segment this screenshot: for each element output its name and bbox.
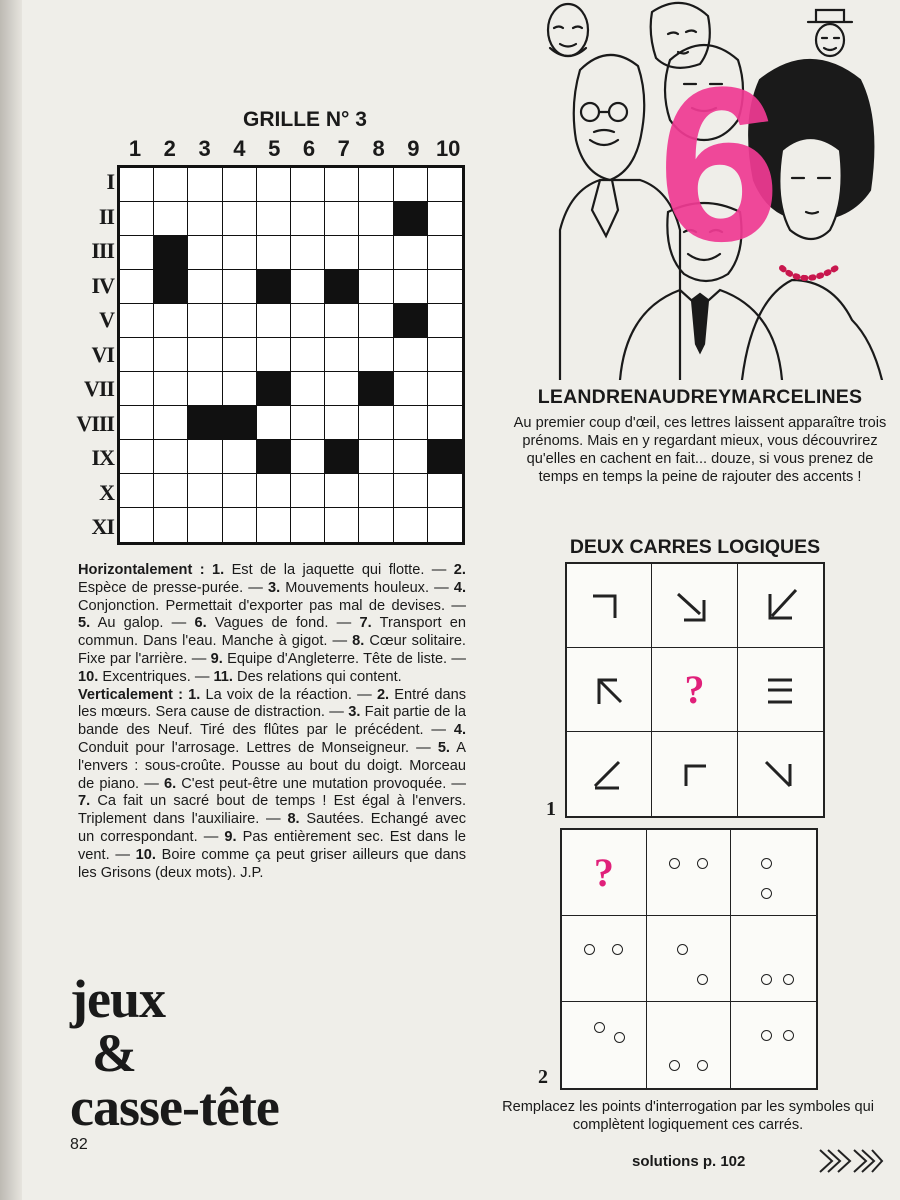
circle-dot-icon (677, 944, 688, 955)
crossword-cell[interactable] (154, 508, 188, 542)
row-number: VII (83, 376, 114, 402)
woman-right-body (742, 280, 882, 380)
sq1-cell-6 (738, 648, 823, 732)
crossword-cell[interactable] (120, 338, 154, 372)
sq1-cell-5 (652, 648, 737, 732)
names-puzzle-title: LEANDRENAUDREYMARCELINES (537, 386, 863, 408)
circle-dot-icon (783, 974, 794, 985)
column-number: 4 (233, 136, 246, 161)
clue-number: 9. (210, 650, 223, 667)
crossword-cell[interactable] (120, 406, 154, 440)
row-number: V (99, 307, 114, 333)
crossword-cell[interactable] (120, 372, 154, 406)
slash-corner-icon (579, 744, 639, 804)
crossword-cell[interactable] (325, 474, 359, 508)
crossword-cell[interactable] (120, 202, 154, 236)
clue-text: Pas entièrement sec. Est dans le vent. — (78, 828, 466, 863)
crossword-cell[interactable] (325, 338, 359, 372)
clue-text: Transport en commun. Dans l'eau. Manche à gigot. — (78, 615, 466, 650)
clue-number: 10. (135, 846, 156, 863)
crossword-cell[interactable] (291, 508, 325, 542)
clue-number: 6. (194, 615, 207, 632)
crossword-black-cell[interactable] (325, 270, 359, 304)
sq1-cell-7 (567, 732, 652, 816)
clue-number: 10. (78, 668, 99, 685)
circle-dot-icon (761, 888, 772, 899)
clue-number: 4. (453, 579, 467, 596)
crossword-clues (78, 562, 466, 882)
corner-symbol-2-icon (664, 744, 724, 804)
logo-line-2: & (92, 1023, 136, 1083)
crossword-cell[interactable] (120, 304, 154, 338)
crossword-cell[interactable] (428, 270, 462, 304)
lines-symbol-icon (750, 660, 810, 720)
hat (808, 10, 852, 22)
crossword-cell[interactable] (325, 406, 359, 440)
crossword-black-cell[interactable] (428, 440, 462, 474)
corner-symbol-icon (579, 576, 639, 636)
clue-text: Mouvements houleux. — (280, 579, 449, 596)
crossword-cell[interactable] (394, 440, 428, 474)
row-number: XI (91, 514, 114, 540)
sq1-cell-2 (652, 564, 737, 648)
dot-group (731, 830, 816, 915)
crossword-cell[interactable] (188, 338, 222, 372)
crossword-black-cell[interactable] (257, 372, 291, 406)
crossword-cell[interactable] (223, 338, 257, 372)
dot-group (562, 1002, 646, 1088)
crossword-cell[interactable] (188, 508, 222, 542)
arrow-corner-icon (664, 576, 724, 636)
circle-dot-icon (761, 1030, 772, 1041)
crossword-cell[interactable] (257, 406, 291, 440)
arrow-down-left-icon (750, 576, 810, 636)
crossword-cell[interactable] (394, 474, 428, 508)
crossword-cell[interactable] (223, 236, 257, 270)
crossword-cell[interactable] (223, 270, 257, 304)
crossword-cell[interactable] (188, 304, 222, 338)
dot-group (731, 916, 816, 1001)
clue-text: Sautées. Echangé avec un correspondant. — (78, 811, 466, 845)
crossword-cell[interactable] (120, 508, 154, 542)
crossword-cell[interactable] (359, 338, 393, 372)
crossword-cell[interactable] (120, 440, 154, 474)
clue-number: 4. (453, 722, 466, 739)
crossword-cell[interactable] (291, 168, 325, 202)
vertical-label: Verticalement : (78, 686, 183, 703)
sq2-cell-2 (647, 830, 732, 916)
clue-text: Est de la jaquette qui flotte. — (224, 562, 447, 578)
clue-number: 3. (267, 579, 281, 596)
crossword-cell[interactable] (154, 372, 188, 406)
crossword-cell[interactable] (188, 236, 222, 270)
crossword-cell[interactable] (291, 304, 325, 338)
circle-dot-icon (594, 1022, 605, 1033)
sq2-cell-5 (647, 916, 732, 1002)
clue-text: Vagues de fond. — (206, 615, 352, 632)
crossword-cell[interactable] (291, 372, 325, 406)
clue-number: 8. (352, 633, 365, 650)
crossword-cell[interactable] (257, 508, 291, 542)
question-mark: ? (593, 850, 614, 895)
crossword-cell[interactable] (359, 202, 393, 236)
crossword-cell[interactable] (188, 168, 222, 202)
column-number: 6 (302, 136, 316, 161)
crossword-cell[interactable] (394, 338, 428, 372)
next-page-arrows-icon (816, 1146, 884, 1176)
circle-dot-icon (584, 944, 595, 955)
crossword-cell[interactable] (257, 338, 291, 372)
crossword-cell[interactable] (257, 202, 291, 236)
crossword-cell[interactable] (291, 440, 325, 474)
crossword-black-cell[interactable] (154, 236, 188, 270)
horizontal-label: Horizontalement : (78, 562, 205, 578)
crossword-cell[interactable] (154, 168, 188, 202)
crossword-cell[interactable] (291, 338, 325, 372)
clue-number: 8. (287, 811, 300, 828)
crossword-cell[interactable] (359, 406, 393, 440)
portraits-illustration (520, 0, 900, 380)
row-number: VI (91, 341, 114, 367)
crossword-cell[interactable] (325, 304, 359, 338)
clue-number: 2. (376, 686, 390, 703)
sq2-cell-1 (562, 830, 647, 916)
crossword-cell[interactable] (359, 270, 393, 304)
crossword-row-numbers (74, 165, 116, 545)
crossword-cell[interactable] (325, 508, 359, 542)
sq1-cell-3 (738, 564, 823, 648)
row-number: II (98, 203, 114, 229)
logo-line-1: jeux (70, 969, 165, 1029)
dot-group (731, 1002, 816, 1088)
clue-number: 1. (212, 562, 225, 578)
crossword-black-cell[interactable] (394, 202, 428, 236)
vertical-clues (78, 687, 466, 881)
square-1-label: 1 (546, 798, 556, 820)
logo-line-3: casse-tête (70, 1077, 279, 1137)
logic-squares-title: DEUX CARRES LOGIQUES (569, 536, 821, 558)
crossword-black-cell[interactable] (325, 440, 359, 474)
sq1-cell-4 (567, 648, 652, 732)
section-logo (70, 969, 279, 1137)
column-number: 2 (163, 136, 176, 161)
circle-dot-icon (697, 974, 708, 985)
circle-dot-icon (697, 858, 708, 869)
crossword-cell[interactable] (428, 372, 462, 406)
circle-dot-icon (783, 1030, 794, 1041)
sq2-cell-3 (731, 830, 816, 916)
crossword-cell[interactable] (223, 372, 257, 406)
crossword-title: GRILLE N° 3 (243, 108, 367, 131)
crossword-cell[interactable] (223, 440, 257, 474)
crossword-cell[interactable] (188, 474, 222, 508)
clue-text: Boire comme ça peut griser ailleurs que dans les Grisons (deux mots). J.P. (78, 846, 466, 881)
crossword-cell[interactable] (394, 406, 428, 440)
crossword-column-numbers (117, 136, 465, 162)
circle-dot-icon (761, 858, 772, 869)
dot-group (647, 1002, 731, 1088)
crossword-black-cell[interactable] (257, 270, 291, 304)
column-number: 1 (128, 136, 142, 161)
page-gutter (0, 0, 22, 1200)
crossword-black-cell[interactable] (154, 270, 188, 304)
crossword-cell[interactable] (154, 304, 188, 338)
crossword-cell[interactable] (154, 440, 188, 474)
crossword-black-cell[interactable] (188, 406, 222, 440)
clue-text: Conjonction. Permettait d'exporter pas mal de devises. — (78, 597, 466, 614)
clue-text: Fait partie de la bande des Neuf. Tiré des flûtes par le précédent. — (78, 704, 467, 739)
crossword-cell[interactable] (188, 372, 222, 406)
crossword-cell[interactable] (154, 406, 188, 440)
horizontal-clues (78, 562, 466, 685)
circle-dot-icon (669, 858, 680, 869)
pink-six: 6 (658, 41, 781, 287)
clue-number: 5. (78, 615, 91, 632)
crossword-black-cell[interactable] (223, 406, 257, 440)
crossword-cell[interactable] (325, 168, 359, 202)
crossword-cell[interactable] (257, 168, 291, 202)
clue-text: Entré dans les mœurs. Sera cause de distraction. — (78, 686, 466, 721)
crossword-cell[interactable] (394, 270, 428, 304)
logic-square-2 (560, 828, 818, 1090)
clue-number: 7. (78, 793, 91, 810)
clue-text: Excentriques. — (98, 668, 210, 685)
arrow-up-left-icon (579, 660, 639, 720)
sq1-cell-9 (738, 732, 823, 816)
crossword-black-cell[interactable] (394, 304, 428, 338)
crossword-cell[interactable] (325, 202, 359, 236)
crossword-cell[interactable] (394, 508, 428, 542)
sq2-cell-8 (647, 1002, 732, 1088)
clue-number: 7. (359, 615, 372, 632)
crossword-cell[interactable] (428, 338, 462, 372)
crossword-cell[interactable] (428, 168, 462, 202)
clue-text: C'est peut-être une mutation provoquée. — (176, 775, 466, 792)
column-number: 8 (372, 136, 385, 161)
crossword-grid (117, 165, 465, 545)
names-puzzle-text: Au premier coup d'œil, ces lettres laissent apparaître trois prénoms. Mais en y regardant mieux, vous découvrirez qu'elles en cachent en fait... douze, si vous prenez de temps en temps la peine de rajouter des accents ! (513, 415, 887, 485)
sq2-cell-6 (731, 916, 816, 1002)
row-number: X (99, 479, 114, 505)
crossword-cell[interactable] (188, 270, 222, 304)
crossword-cell[interactable] (223, 202, 257, 236)
row-number: III (91, 238, 114, 264)
solutions-reference: solutions p. 102 (632, 1153, 746, 1170)
crossword-cell[interactable] (394, 236, 428, 270)
sq2-cell-7 (562, 1002, 647, 1088)
crossword-cell[interactable] (257, 304, 291, 338)
clue-text: A l'envers : sous-croûte. Pousse au bout du doigt. Morceau de piano. — (78, 739, 466, 792)
page-number: 82 (70, 1136, 88, 1153)
clue-text: Cœur solitaire. Fixe par l'arrière. — (78, 633, 466, 667)
clue-number: 6. (163, 775, 177, 792)
column-number: 9 (407, 136, 420, 161)
column-number: 10 (435, 136, 461, 161)
clue-number: 3. (348, 704, 361, 721)
crossword-cell[interactable] (291, 236, 325, 270)
arrow-down-right-icon (750, 744, 810, 804)
crossword-cell[interactable] (428, 406, 462, 440)
square-2-label: 2 (538, 1066, 548, 1088)
clue-text: Conduit pour l'arrosage. Lettres de Monseigneur. — (78, 739, 431, 756)
clue-text: Equipe d'Angleterre. Tête de liste. — (222, 650, 466, 667)
clue-text: Espèce de presse-purée. — (78, 579, 263, 596)
clue-number: 11. (213, 668, 233, 685)
crossword-cell[interactable] (188, 202, 222, 236)
crossword-cell[interactable] (359, 236, 393, 270)
clue-number: 1. (188, 686, 201, 703)
crossword-cell[interactable] (223, 474, 257, 508)
circle-dot-icon (697, 1060, 708, 1071)
row-number: I (106, 169, 114, 194)
clue-text: La voix de la réaction. — (200, 686, 372, 703)
crossword-black-cell[interactable] (257, 440, 291, 474)
clue-text: Ca fait un sacré bout de temps ! Est égal à l'envers. Triplement dans l'auxiliaire. — (78, 793, 466, 828)
crossword-cell[interactable] (154, 338, 188, 372)
crossword-cell[interactable] (428, 236, 462, 270)
crossword-cell[interactable] (325, 236, 359, 270)
crossword-cell[interactable] (257, 236, 291, 270)
crossword-cell[interactable] (257, 474, 291, 508)
glasses-man-head (574, 55, 645, 180)
crossword-cell[interactable] (359, 440, 393, 474)
crossword-cell[interactable] (394, 372, 428, 406)
logic-square-1 (565, 562, 825, 818)
dot-group (647, 830, 731, 915)
column-number: 7 (337, 136, 350, 161)
crossword-cell[interactable] (120, 168, 154, 202)
logic-caption: Remplacez les points d'interrogation par les symboles qui complètent logiquement ces carrés. (502, 1099, 874, 1133)
column-number: 5 (268, 136, 281, 161)
column-number: 3 (198, 136, 211, 161)
dot-group (647, 916, 731, 1001)
crossword-cell[interactable] (359, 168, 393, 202)
crossword-cell[interactable] (325, 372, 359, 406)
crossword-cell[interactable] (394, 168, 428, 202)
crossword-cell[interactable] (120, 270, 154, 304)
crossword-cell[interactable] (223, 168, 257, 202)
crossword-cell[interactable] (428, 202, 462, 236)
crossword-cell[interactable] (154, 474, 188, 508)
row-number: VIII (76, 410, 114, 436)
crossword-cell[interactable] (223, 304, 257, 338)
crossword-cell[interactable] (428, 474, 462, 508)
crossword-cell[interactable] (188, 440, 222, 474)
crossword-cell[interactable] (223, 508, 257, 542)
circle-dot-icon (761, 974, 772, 985)
crossword-cell[interactable] (291, 202, 325, 236)
crossword-cell[interactable] (359, 474, 393, 508)
crossword-cell[interactable] (291, 406, 325, 440)
crossword-cell[interactable] (428, 508, 462, 542)
crossword-cell[interactable] (359, 508, 393, 542)
clue-text: Des relations qui content. (232, 668, 402, 685)
clue-text: Au galop. — (90, 615, 187, 632)
circle-dot-icon (669, 1060, 680, 1071)
circle-dot-icon (612, 944, 623, 955)
dot-group (562, 916, 646, 1001)
sq1-cell-8 (652, 732, 737, 816)
clue-number: 2. (453, 562, 466, 578)
crossword-cell[interactable] (291, 270, 325, 304)
question-mark: ? (684, 667, 705, 712)
circle-dot-icon (614, 1032, 625, 1043)
row-number: IV (91, 272, 114, 298)
clue-number: 5. (437, 739, 450, 756)
crossword-cell[interactable] (291, 474, 325, 508)
bald-man-head (548, 4, 588, 56)
crossword-cell[interactable] (428, 304, 462, 338)
crossword-cell[interactable] (154, 202, 188, 236)
clue-number: 9. (224, 828, 237, 845)
crossword-cell[interactable] (359, 304, 393, 338)
crossword-black-cell[interactable] (359, 372, 393, 406)
sq2-cell-4 (562, 916, 647, 1002)
sq1-cell-1 (567, 564, 652, 648)
row-number: IX (91, 445, 114, 471)
sq2-cell-9 (731, 1002, 816, 1088)
crossword-cell[interactable] (120, 236, 154, 270)
crossword-cell[interactable] (120, 474, 154, 508)
